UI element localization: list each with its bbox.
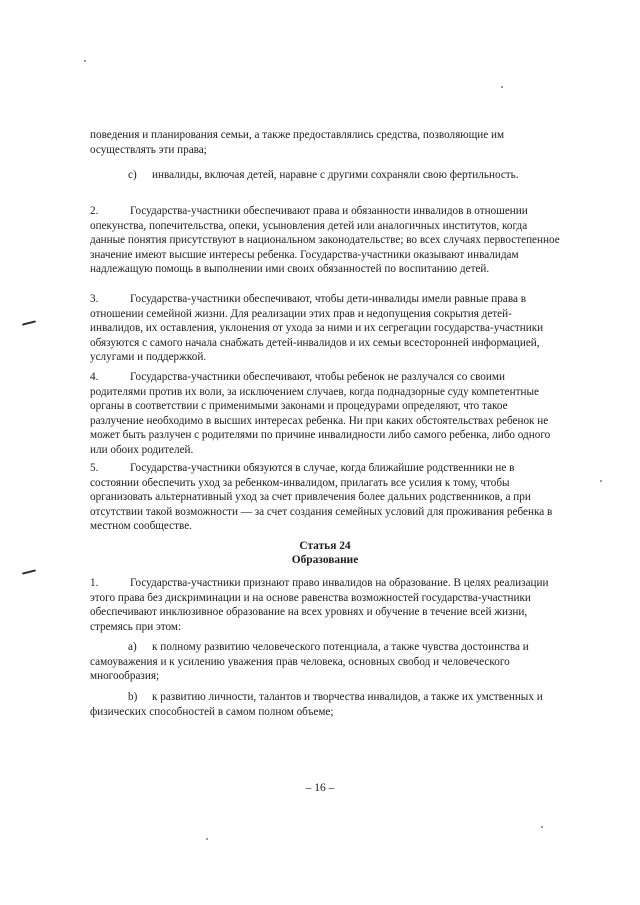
page-number: – 16 –	[305, 782, 335, 794]
paragraph-3	[90, 292, 560, 365]
paragraph-text: Государства-участники признают право инвалидов на образование. В целях реализации этого права без дискриминации и на основе равенства возможностей государства-участники обеспечивают инклюзивное образование на всех уровнях и обучение в течение всей жизни, стремясь при этом:	[90, 577, 549, 633]
paragraph-1b-end	[90, 128, 560, 157]
article-subtitle: Образование	[291, 554, 359, 566]
scan-speck	[501, 86, 503, 88]
scan-speck	[541, 826, 543, 828]
subparagraph-number: b)	[128, 691, 138, 703]
paragraph-number: 1.	[90, 577, 99, 589]
scan-speck	[206, 838, 208, 840]
paragraph-text: к развитию личности, талантов и творчества инвалидов, а также их умственных и физических способностей в самом полном объеме;	[90, 691, 543, 718]
paragraph-number: 3.	[90, 293, 99, 305]
scan-speck	[84, 60, 86, 62]
subparagraph-b	[90, 690, 560, 719]
article-24-paragraph-1	[90, 576, 560, 634]
subparagraph-number: a)	[128, 641, 137, 653]
paragraph-text: к полному развитию человеческого потенциала, а также чувства достоинства и самоуважения и к усилению уважения прав человека, основных свобод и человеческого многообразия;	[90, 641, 529, 683]
paragraph-number: 2.	[90, 205, 99, 217]
paragraph-text: Государства-участники обязуются в случае, когда ближайшие родственники не в состоянии обеспечить уход за ребенком-инвалидом, прилагать все усилия к тому, чтобы организовать альтернативный уход за счет привлечения более дальних родственников, а при отсутствии такой возможности — за счет создания семейных условий для проживания ребенка в местном сообществе.	[90, 462, 553, 533]
subparagraph-a	[90, 640, 560, 684]
subparagraph-c	[90, 168, 560, 183]
paragraph-text: Государства-участники обеспечивают права и обязанности инвалидов в отношении опекунства, попечительства, опеки, усыновления детей или аналогичных институтов, когда данные понятия присутствуют в национальном законодательстве; во всех случаях первостепенное значение имеют высшие интересы ребенка. Государства-участники оказывают инвалидам надлежащую помощь в выполнении ими своих обязанностей по воспитанию детей.	[90, 205, 560, 276]
paragraph-2	[90, 204, 560, 277]
paragraph-text: поведения и планирования семьи, а также предоставлялись средства, позволяющие им осуществлять эти права;	[90, 129, 505, 156]
subparagraph-number: c)	[128, 169, 137, 181]
scan-speck	[600, 480, 602, 482]
paragraph-number: 5.	[90, 462, 99, 474]
article-title: Статья 24	[299, 540, 351, 552]
paragraph-5	[90, 461, 560, 534]
paragraph-number: 4.	[90, 371, 99, 383]
scan-mark	[22, 320, 36, 325]
paragraph-text: Государства-участники обеспечивают, чтобы дети-инвалиды имели равные права в отношении семейной жизни. Для реализации этих прав и недопущения сокрытия детей-инвалидов, их оставления, уклонения от ухода за ними и их сегрегации государства-участники обязуются с самого начала снабжать детей-инвалидов и их семьи всесторонней информацией, услугами и поддержкой.	[90, 293, 544, 364]
paragraph-text: Государства-участники обеспечивают, чтобы ребенок не разлучался со своими родителями против их воли, за исключением случаев, когда поднадзорные суду компетентные органы в соответствии с применимыми законами и процедурами определяют, что такое разлучение необходимо в высших интересах ребенка. Ни при каких обстоятельствах ребенок не может быть разлучен с родителями по причине инвалидности либо самого ребенка, либо одного или обоих родителей.	[90, 371, 551, 456]
paragraph-4	[90, 370, 560, 458]
scan-mark	[22, 569, 36, 574]
paragraph-text: инвалиды, включая детей, наравне с другими сохраняли свою фертильность.	[152, 169, 519, 181]
